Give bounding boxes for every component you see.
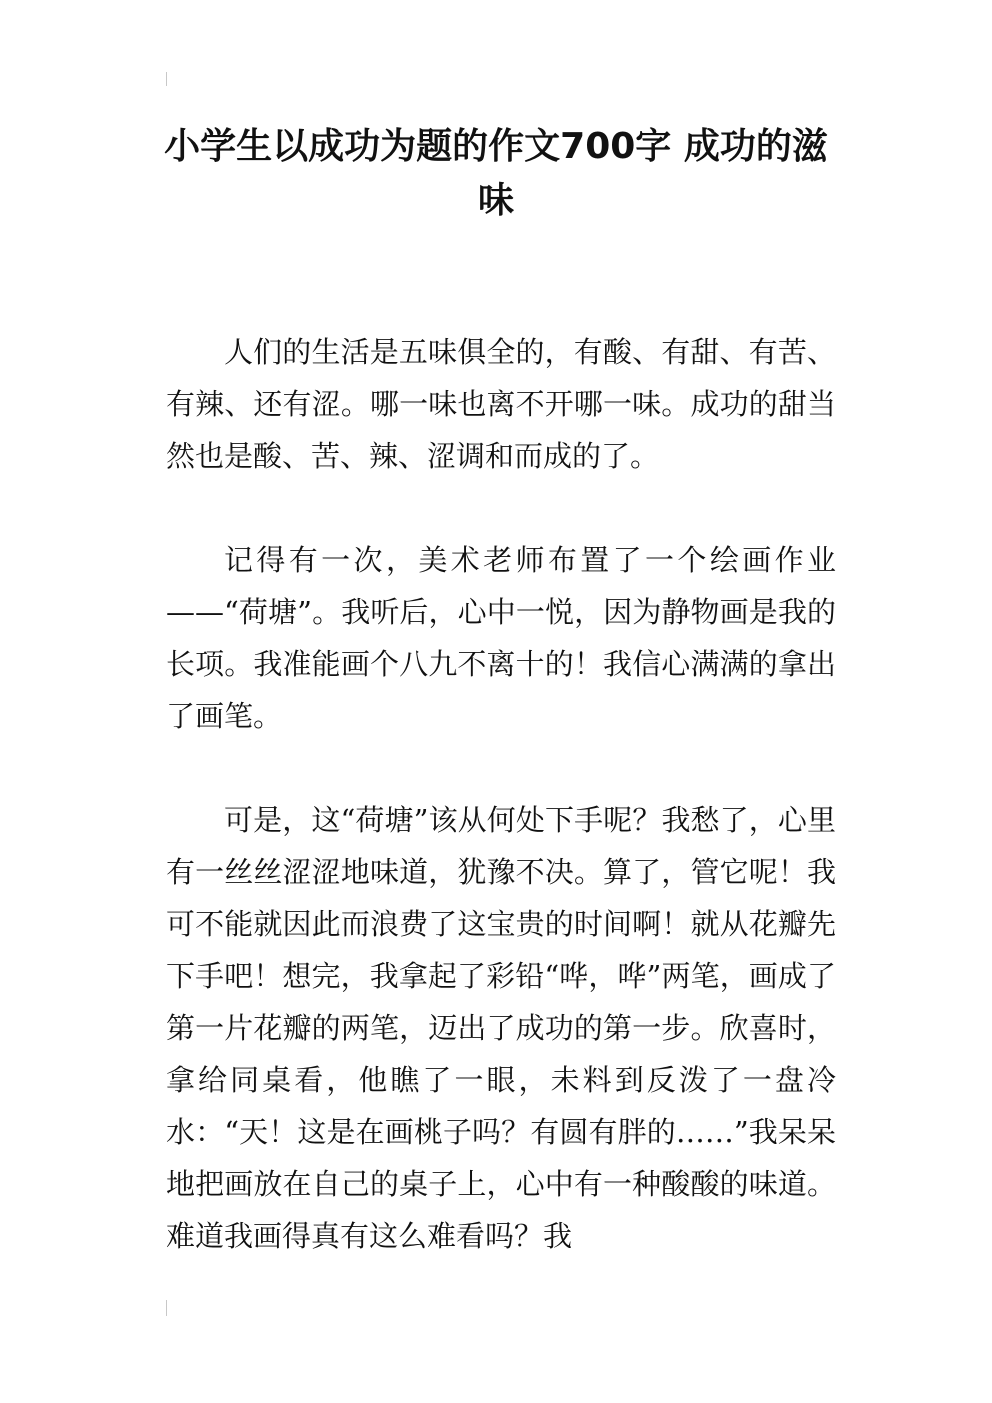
paragraph-1: 人们的生活是五味俱全的，有酸、有甜、有苦、有辣、还有涩。哪一味也离不开哪一味。成功的甜当然也是酸、苦、辣、涩调和而成的了。 bbox=[166, 335, 836, 473]
document-title: 小学生以成功为题的作文700字 成功的滋味 bbox=[164, 126, 828, 221]
paragraph-2: 记得有一次，美术老师布置了一个绘画作业——“荷塘”。我听后，心中一悦，因为静物画是我的长项。我准能画个八九不离十的！我信心满满的拿出了画笔。 bbox=[166, 543, 836, 733]
page-corner-mark-bottom bbox=[166, 1300, 167, 1316]
page-corner-mark-top bbox=[166, 72, 167, 86]
paragraph-3: 可是，这“荷塘”该从何处下手呢？我愁了，心里有一丝丝涩涩地味道，犹豫不决。算了，管它呢！我可不能就因此而浪费了这宝贵的时间啊！就从花瓣先下手吧！想完，我拿起了彩铅“哗，哗”两笔，画成了第一片花瓣的两笔，迈出了成功的第一步。欣喜时，拿给同桌看，他瞧了一眼，未料到反泼了一盘冷水：“天！这是在画桃子吗？有圆有胖的……”我呆呆地把画放在自己的桌子上，心中有一种酸酸的味道。难道我画得真有这么难看吗？我 bbox=[166, 803, 836, 1253]
